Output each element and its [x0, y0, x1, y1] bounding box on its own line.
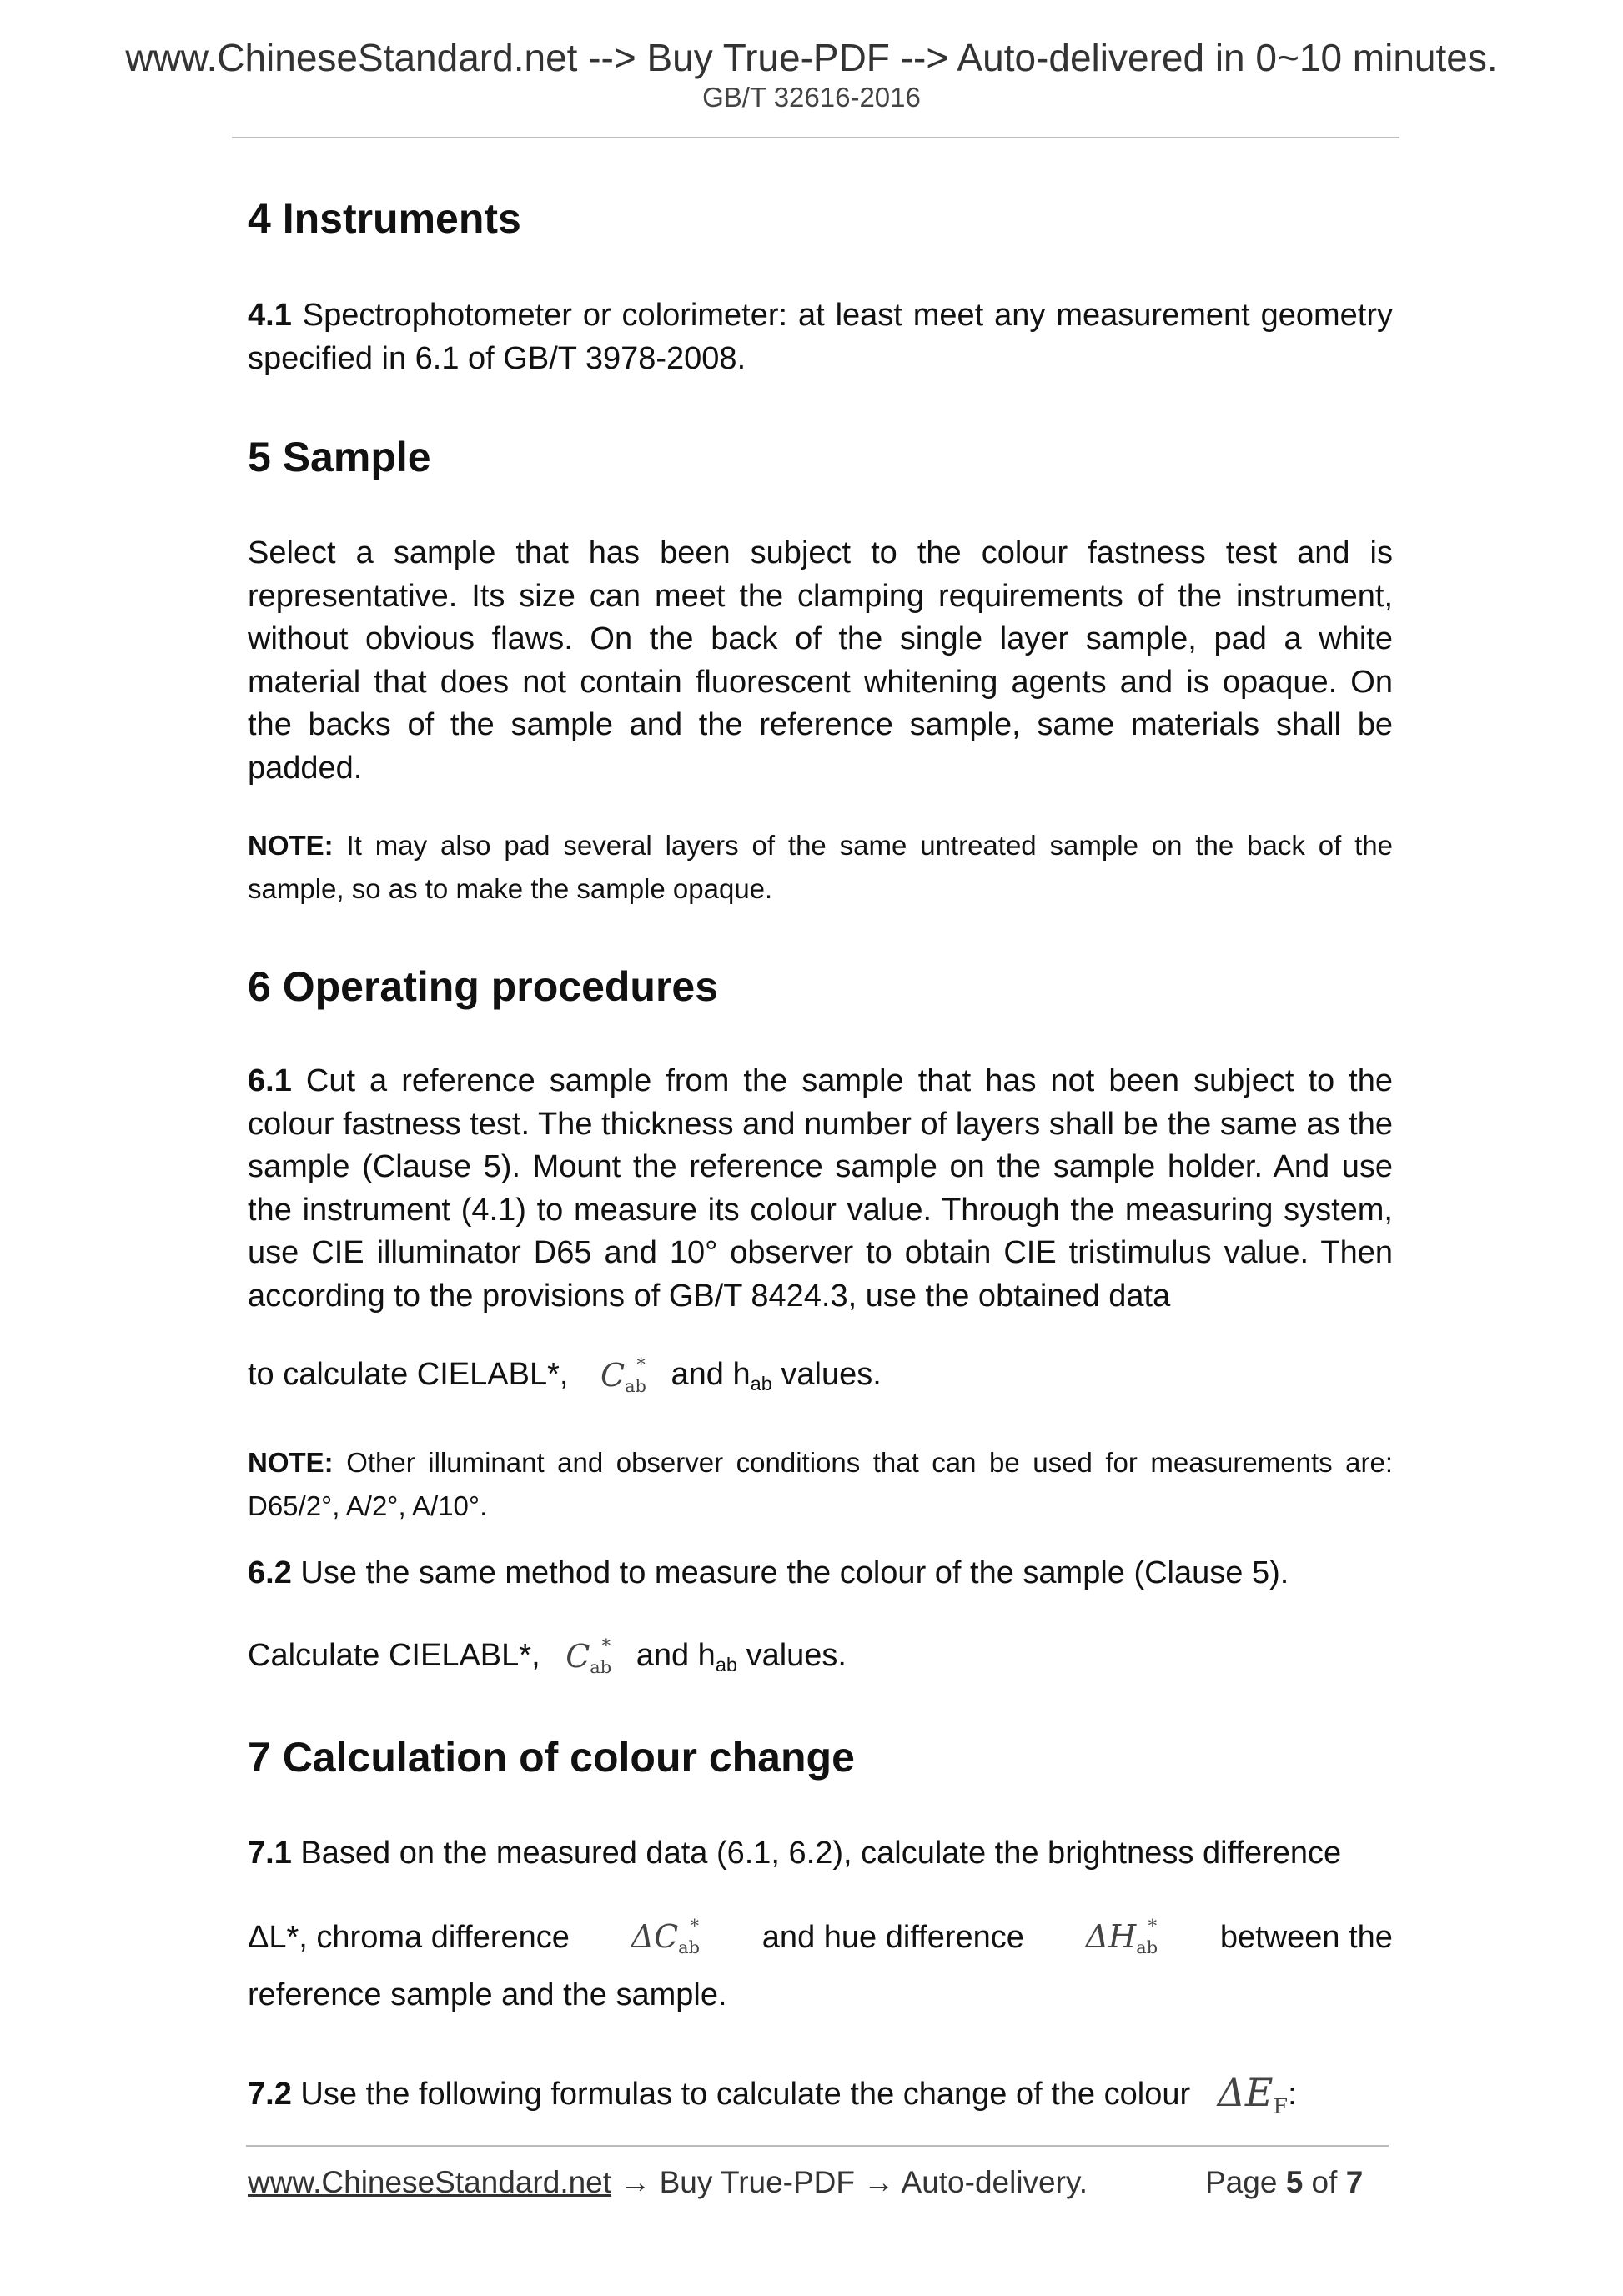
section-6-heading: 6 Operating procedures	[248, 963, 719, 1010]
note-text: Other illuminant and observer conditions that can be used for measurements are: D65/2°, A/2°, A/10°.	[248, 1447, 1393, 1521]
standard-code: GB/T 32616-2016	[702, 82, 921, 113]
delta-e-f-symbol: $\Delta E_F$	[1217, 2070, 1289, 2118]
paragraph-6-2	[248, 1552, 1393, 1595]
section-5-heading: 5 Sample	[248, 434, 431, 480]
section-7-heading: 7 Calculation of colour change	[248, 1734, 855, 1781]
footer-divider	[246, 2145, 1389, 2147]
paragraph-text: Based on the measured data (6.1, 6.2), calculate the brightness difference	[291, 1836, 1342, 1871]
paragraph-7-2: 7.2 Use the following formulas to calculate the change of the colour $\Delta E_F$:	[248, 2072, 1393, 2128]
page-number: Page 5 of 7	[1205, 2165, 1364, 2199]
note-text: It may also pad several layers of the same untreated sample on the back of the sample, so as to make the sample opaque.	[248, 830, 1393, 904]
note-label: NOTE:	[248, 1447, 334, 1478]
delta-h-ab-symbol: $\Delta H_{ab}^*$	[1085, 1916, 1158, 1958]
footer-text: → Buy True-PDF → Auto-delivery.	[611, 2165, 1088, 2199]
paragraph-text: Cut a reference sample from the sample that has not been subject to the colour fastness test. The thickness and number of layers shall be the same as the sample (Clause 5). Mount the reference sample on the sample holder. And use the instrument (4.1) to measure its colour value. Through the measuring system, use CIE illuminator D65 and 10° observer to obtain CIE tristimulus value. Then according to the provisions of GB/T 8424.3, use the obtained data	[248, 1063, 1393, 1314]
paragraph-text: Spectrophotometer or colorimeter: at least meet any measurement geometry specified in 6.1 of GB/T 3978-2008.	[248, 298, 1393, 376]
clause-number: 7.1	[248, 1836, 292, 1871]
paragraph-6-1-formula-line: to calculate CIELABL*, $C_{ab}^*$ and hab values.	[248, 1344, 1393, 1409]
clause-number: 4.1	[248, 298, 292, 333]
paragraph-text: Use the following formulas to calculate the change of the colour	[291, 2077, 1191, 2112]
paragraph-7-1	[248, 1832, 1393, 1876]
note-5	[248, 824, 1393, 911]
note-6-1	[248, 1441, 1393, 1528]
clause-number: 6.2	[248, 1555, 292, 1590]
current-page: 5	[1285, 2165, 1304, 2199]
c-ab-symbol: $C_{ab}^*$	[600, 1354, 646, 1397]
clause-number: 7.2	[248, 2077, 292, 2112]
clause-number: 6.1	[248, 1063, 292, 1098]
note-label: NOTE:	[248, 830, 334, 861]
section-4-heading: 4 Instruments	[248, 195, 521, 242]
paragraph-text: Use the same method to measure the colour of the sample (Clause 5).	[291, 1555, 1289, 1590]
paragraph-6-1	[248, 1060, 1393, 1318]
footer-links	[248, 2167, 1088, 2198]
paragraph-7-1-last-line: reference sample and the sample.	[248, 1977, 727, 2012]
top-banner: www.ChineseStandard.net --> Buy True-PDF --> Auto-delivered in 0~10 minutes.	[125, 36, 1498, 79]
delta-c-ab-symbol: $\Delta C_{ab}^*$	[631, 1916, 700, 1958]
header-divider	[232, 137, 1399, 138]
paragraph-6-2-formula-line: Calculate CIELABL*, $C_{ab}^*$ and hab values.	[248, 1625, 1393, 1690]
paragraph-4-1	[248, 294, 1393, 380]
paragraph-7-1-formula-line: ΔL*, chroma difference $\Delta C_{ab}^*$ and hue difference $\Delta H_{ab}^*$ between the	[248, 1905, 1393, 1970]
c-ab-symbol: $C_{ab}^*$	[565, 1635, 612, 1678]
paragraph-5: Select a sample that has been subject to the colour fastness test and is representative. Its size can meet the clamping requirements of the instrument, without obvious flaws. On the back of the single layer sample, pad a white material that does not contain fluorescent whitening agents and is opaque. On the backs of the sample and the reference sample, same materials shall be padded.	[248, 535, 1393, 786]
chinese-standard-link[interactable]: www.ChineseStandard.net	[248, 2165, 612, 2199]
total-pages: 7	[1345, 2165, 1364, 2199]
